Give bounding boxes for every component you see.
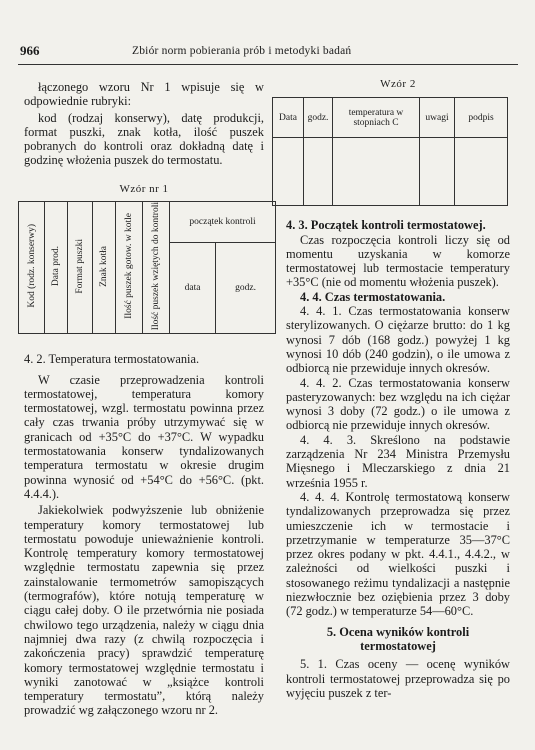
right-column: [279, 77, 510, 700]
form-1-col-format: Format puszki: [68, 202, 93, 334]
section-4-4-1: 4. 4. 1. Czas termostatowania konserw sterylizowanych. O ciężarze brutto: do 1 kg wynosi 7 dób (168 godz.) powyżej 1 kg wynosi 10 dób (240 godzin), o ile umowa z odbiorcą nie przewiduje innych okresów.: [286, 304, 510, 376]
form-2-col-uwagi: uwagi: [420, 98, 455, 138]
section-5-heading: 5. Ocena wyników kontroli termostatowej: [326, 624, 470, 653]
form-2-cell: [420, 138, 455, 206]
form-2-cell: [273, 138, 304, 206]
form-1-sub-godz: godz.: [216, 242, 276, 334]
form-1-col-ilosc-wzietych: Ilość puszek wziętych do kontroli: [143, 202, 170, 334]
left-column: [24, 80, 264, 718]
form-2-col-podpis: podpis: [455, 98, 508, 138]
section-4-2-paragraph-2: Jakiekolwiek podwyższenie lub obniżenie temperatury komory termostatowej lub termostatu powoduje unieważnienie kontroli. Kontrolę temperatury komory termostatowej względnie termostatu zapewnia się przez zainstalowanie termometrów samopiszących (termografów), które notują temperaturę w ciągu całej doby. O ile przetwórnia nie posiada chwilowo tego urządzenia, należy w ciągu dnia najmniej dwa razy (z chwilą rozpoczęcia i zakończenia pracy) sprawdzić temperaturę komory termostatowej względnie termostatu i wyniki zanotować w „książce kontroli temperatury termostatu”, którą należy prowadzić wg załączonego wzoru nr 2.: [24, 503, 264, 718]
form-2-cell: [455, 138, 508, 206]
section-4-3-heading: 4. 3. Początek kontroli termostatowej.: [286, 218, 486, 233]
form-2-table: [272, 97, 508, 206]
paragraph-intro: łączonego wzoru Nr 1 wpisuje się w odpowiednie rubryki:: [24, 80, 264, 109]
form-2-cell: [333, 138, 420, 206]
form-2-col-temperatura: temperatura w stopniach C: [333, 98, 420, 138]
form-1-sub-data: data: [170, 242, 216, 334]
section-4-2-heading: 4. 2. Temperatura termostatowania.: [24, 352, 200, 367]
form-1-caption: Wzór nr 1: [119, 182, 169, 195]
running-header: Zbiór norm pobierania prób i metodyki badań: [132, 45, 352, 57]
section-4-3-paragraph: Czas rozpoczęcia kontroli liczy się od momentu uzyskania w komorze termostatowej lub termostacie temperatury +35°C (nie od momentu włożenia puszek).: [286, 232, 510, 290]
paragraph-fields: kod (rodzaj konserwy), datę produkcji, format puszki, znak kotła, ilość puszek pobranych do kontroli oraz dokładną datę i godzinę włożenia puszek do termostatu.: [24, 110, 264, 168]
form-1-col-kod: Kod (rodz. konserwy): [19, 202, 45, 334]
section-4-4-4: 4. 4. 4. Kontrolę termostatową konserw tyndalizowanych przeprowadza się przez umieszczenie ich w termostacie i przetrzymanie w temperaturze 35—37°C przez okres podany w pkt. 4.4.1., 4.4.2., w zależności od wielkości puszki i stosowanego reżimu tyndalizacji a następnie niezwłocznie bez oziębienia przez 3 doby (72 godz.) w temperaturze 54—60°C.: [286, 489, 510, 619]
form-2-col-data: Data: [273, 98, 304, 138]
form-1-col-data-prod: Data prod.: [45, 202, 68, 334]
form-1-table: [18, 201, 276, 334]
section-4-4-heading: 4. 4. Czas termostatowania.: [300, 289, 446, 304]
section-4-2-paragraph-1: W czasie przeprowadzenia kontroli termostatowej, temperatura komory termostatowej, wzgl. termostatu powinna przez cały czas trwania próby utrzymywać się w granicach od +35°C do +37°C. W wypadku termostatowania konserw tyndalizowanych temperatura termostatu w okresie drugim powinna wynosić od +54°C do +56°C. (pkt. 4.4.4.).: [24, 372, 264, 501]
section-4-4-2: 4. 4. 2. Czas termostatowania konserw pasteryzowanych: bez względu na ich ciężar wynosi 3 doby (72 godz.) o ile umowa z odbiorcą nie przewiduje innych okresów.: [286, 375, 510, 433]
form-1-col-ilosc-gotow: Ilość puszek gotow. w kotle: [116, 202, 143, 334]
section-4-4-3: 4. 4. 3. Skreślono na podstawie zarządzenia Nr 234 Ministra Przemysłu Mięsnego i Mleczarskiego z dnia 21 września 1955 r.: [286, 432, 510, 490]
form-1-col-znak-kotla: Znak kotła: [93, 202, 116, 334]
form-2-cell: [304, 138, 333, 206]
form-1-group-poczatek: początek kontroli: [170, 202, 276, 242]
form-2-caption: Wzór 2: [380, 78, 416, 90]
header-rule: [18, 64, 518, 65]
form-2-col-godz: godz.: [304, 98, 333, 138]
page-number: 966: [20, 43, 40, 58]
section-5-1: 5. 1. Czas oceny — ocenę wyników kontroli termostatowej przeprowadza się po wyjęciu puszek z ter-: [286, 657, 510, 700]
